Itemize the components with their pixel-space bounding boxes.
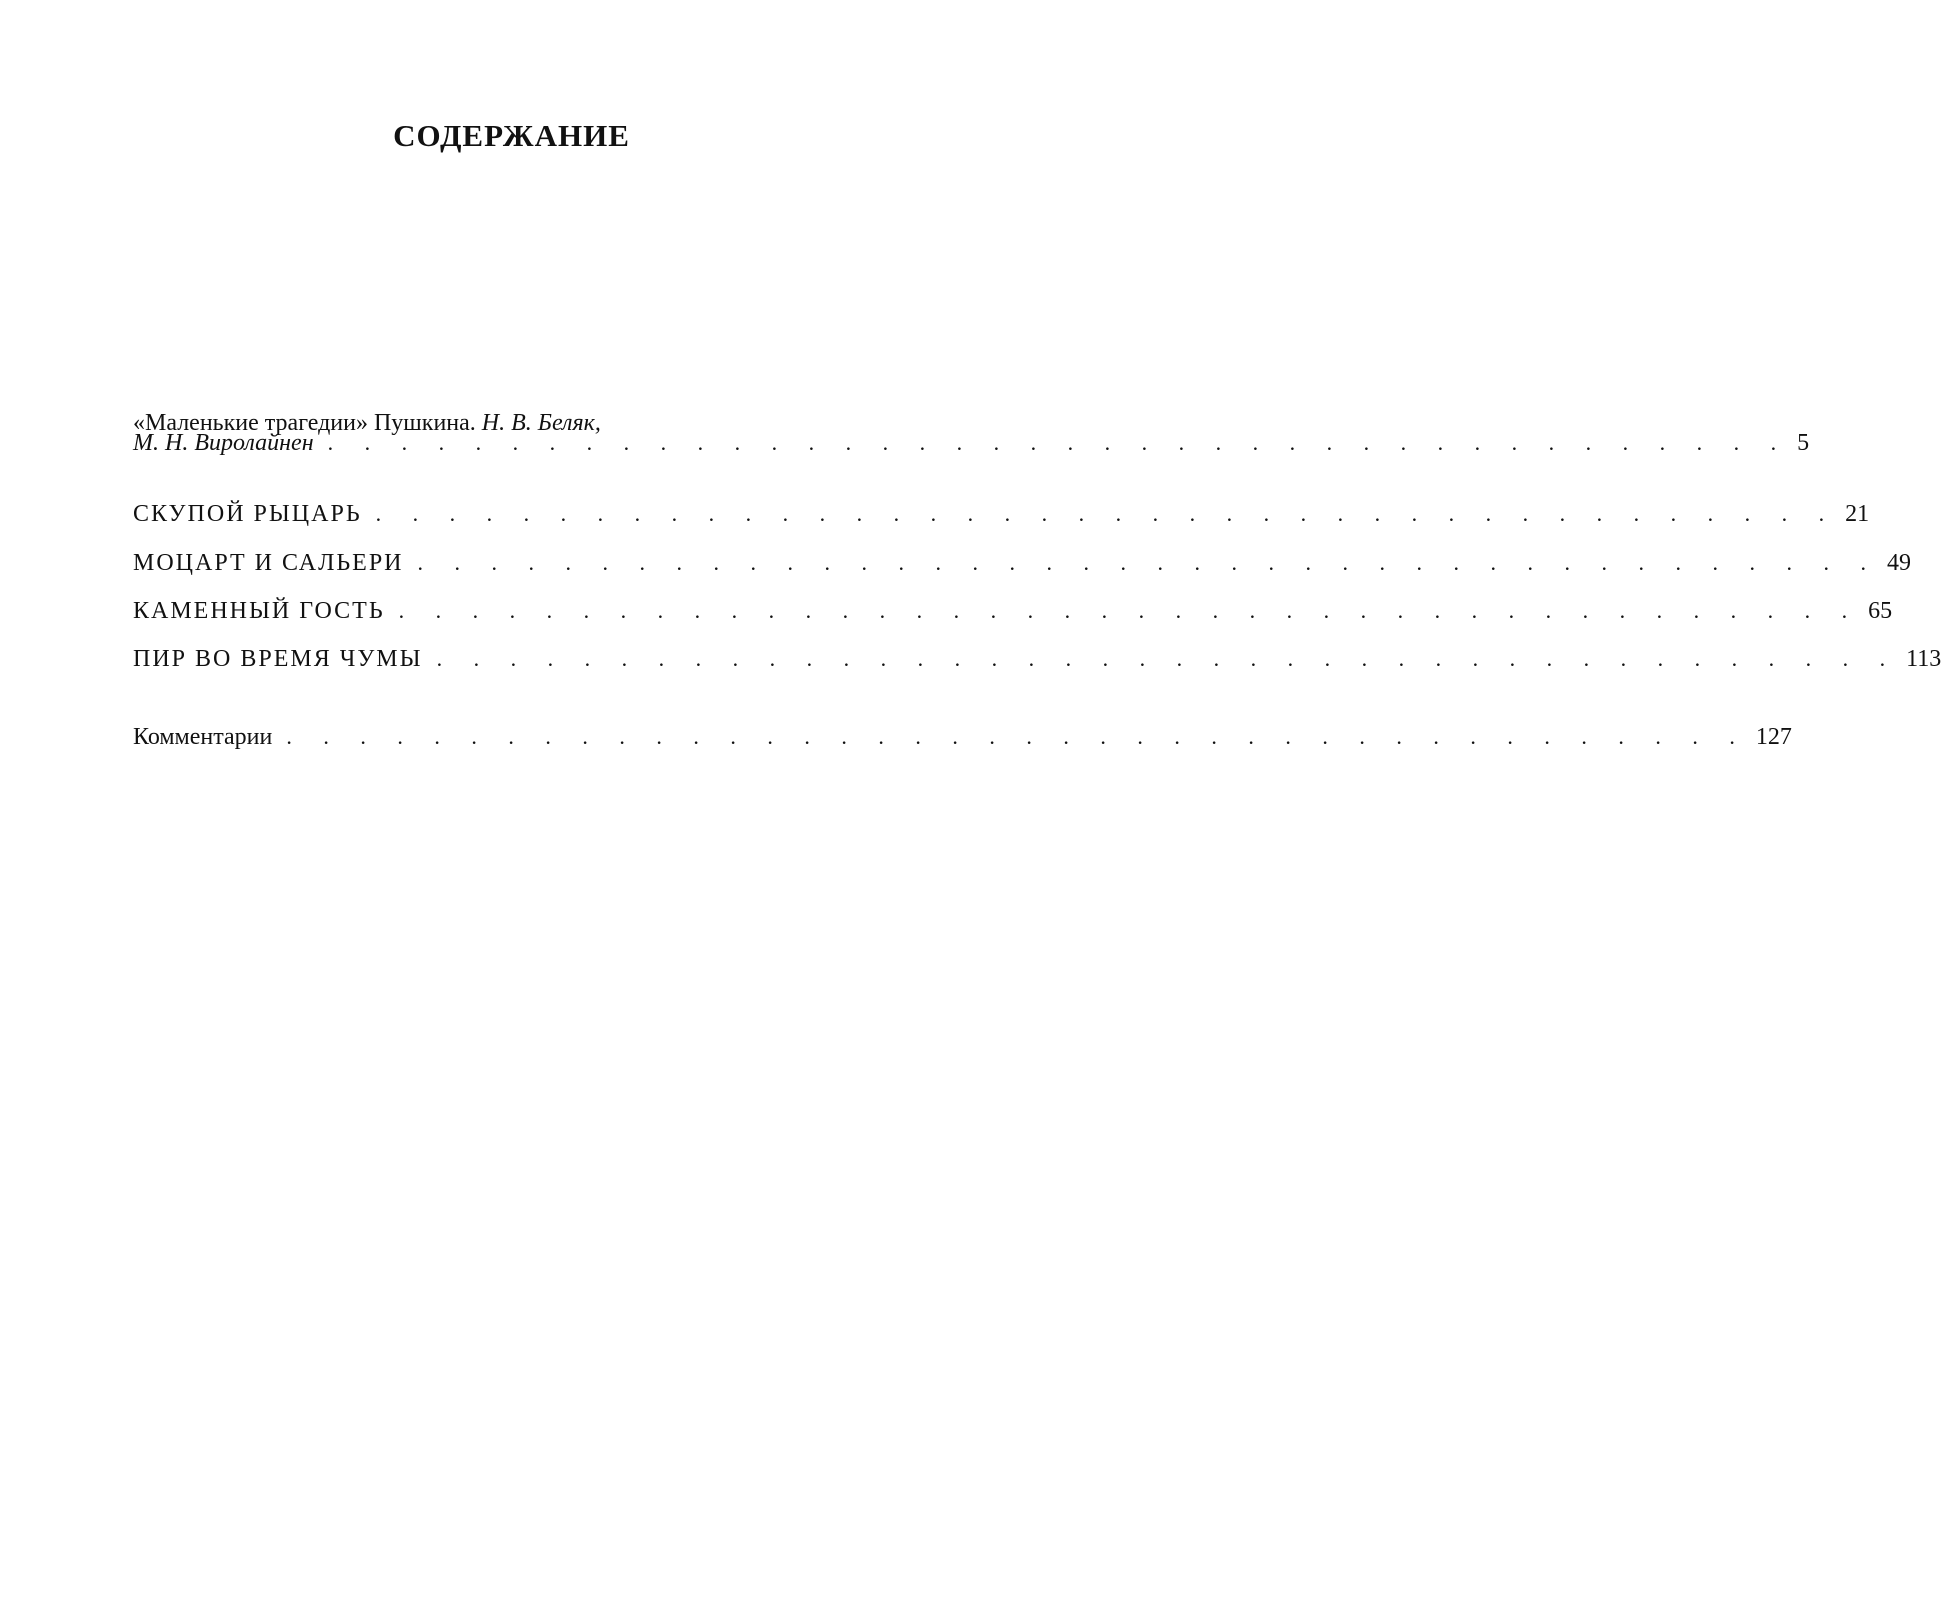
intro-entry-title: «Маленькие трагедии» Пушкина. — [133, 410, 476, 436]
toc-entry-title: КАМЕННЫЙ ГОСТЬ — [133, 598, 385, 624]
intro-entry-second-line[interactable] — [133, 430, 1810, 456]
dot-leader: . . . . . . . . . . . . . . . . . . . . . . . . . . . . . . . . . . . . . . . . — [375, 501, 1838, 526]
toc-entry-pir-vo-vremya-chumy[interactable] — [133, 646, 1941, 672]
toc-entry-page-number: 127 — [1755, 724, 1792, 750]
toc-entry-page-number: 65 — [1868, 598, 1893, 624]
toc-entry-commentary[interactable] — [133, 724, 1792, 750]
toc-entry-title: МОЦАРТ И САЛЬЕРИ — [133, 550, 404, 576]
intro-entry-authors-part1: Н. В. Беляк, — [481, 410, 601, 436]
intro-entry-authors-part2: М. Н. Виролайнен — [133, 430, 314, 456]
dot-leader: . . . . . . . . . . . . . . . . . . . . . . . . . . . . . . . . . . . . . . . . — [417, 550, 1880, 575]
toc-entry-page-number: 113 — [1906, 646, 1941, 672]
dot-leader: . . . . . . . . . . . . . . . . . . . . . . . . . . . . . . . . . . . . . . . . — [398, 598, 1861, 623]
page-title: СОДЕРЖАНИЕ — [393, 118, 630, 153]
toc-entry-title: Комментарии — [133, 724, 273, 750]
dot-leader: . . . . . . . . . . . . . . . . . . . . . . . . . . . . . . . . . . . . . . . . — [286, 724, 1748, 749]
toc-entry-page-number: 49 — [1887, 550, 1912, 576]
toc-entry-kamenny-gost[interactable] — [133, 598, 1893, 624]
toc-entry-skupoy-rytsar[interactable] — [133, 501, 1870, 527]
toc-entry-title: СКУПОЙ РЫЦАРЬ — [133, 501, 362, 527]
toc-entry-title: ПИР ВО ВРЕМЯ ЧУМЫ — [133, 646, 423, 672]
dot-leader: . . . . . . . . . . . . . . . . . . . . . . . . . . . . . . . . . . . . . . . . — [436, 646, 1899, 671]
intro-entry-page-number: 5 — [1797, 430, 1810, 456]
dot-leader: . . . . . . . . . . . . . . . . . . . . . . . . . . . . . . . . . . . . . . . . — [327, 430, 1790, 455]
toc-entry-page-number: 21 — [1845, 501, 1870, 527]
toc-entry-motsart-i-salieri[interactable] — [133, 550, 1912, 576]
